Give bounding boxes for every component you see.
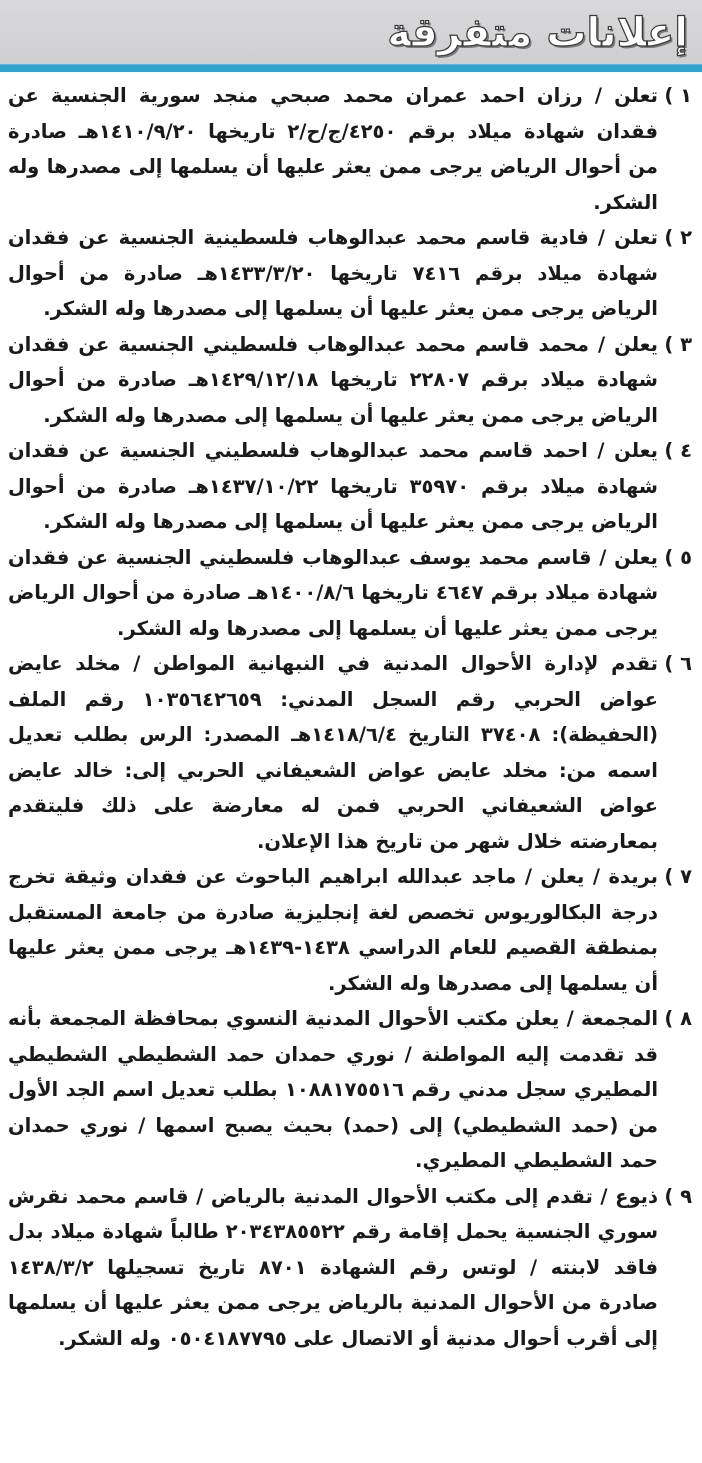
notice-number: ٥ ): [664, 545, 692, 569]
notice-text: يعلن / احمد قاسم محمد عبدالوهاب فلسطيني الجنسية عن فقدان شهادة ميلاد برقم ٣٥٩٧٠ تاريخها ١٤٣٧/١٠/٢٢هـ صادرة من أحوال الرياض يرجى ممن يعثر عليها أن يسلمها إلى مصدرها وله الشكر.: [8, 439, 658, 533]
notice-number: ٦ ): [664, 652, 692, 675]
notice-item: [8, 433, 692, 540]
section-header: [0, 0, 702, 64]
notice-number: ٤ ): [664, 439, 692, 462]
notice-item: [8, 220, 692, 327]
notice-item: [8, 859, 692, 1001]
notice-number: ٧ ): [664, 865, 692, 888]
notice-text: ذيوع / تقدم إلى مكتب الأحوال المدنية بالرياض / قاسم محمد نقرش سوري الجنسية يحمل إقامة رقم ٢٠٣٤٣٨٥٥٢٢ طالباً شهادة ميلاد بدل فاقد لابنته / لوتس رقم الشهادة ٨٧٠١ تاريخ تسجيلها ١٤٣٨/٣/٢ صادرة من الأحوال المدنية بالرياض يرجى ممن يعثر عليها أن يسلمها إلى أقرب أحوال مدنية أو الاتصال على ٠٥٠٤١٨٧٧٩٥ وله الشكر.: [8, 1184, 658, 1350]
notice-number: ٢ ): [664, 226, 692, 249]
notice-number: ٣ ): [664, 332, 692, 356]
notice-number: ١ ): [664, 84, 692, 107]
notice-item: [8, 1179, 692, 1357]
notice-text: تقدم لإدارة الأحوال المدنية في النبهانية المواطن / مخلد عايض عواض الحربي رقم السجل المدني: ١٠٣٥٦٤٢٦٥٩ رقم الملف (الحفيظة): ٣٧٤٠٨ التاريخ ١٤١٨/٦/٤هـ المصدر: الرس بطلب تعديل اسمه من: مخلد عايض عواض الشعيفاني الحربي إلى: خالد عايض عواض الشعيفاني الحربي فمن له معارضة على ذلك فليتقدم بمعارضته خلال شهر من تاريخ هذا الإعلان.: [8, 652, 658, 853]
header-divider: [0, 64, 702, 72]
notices-list: [0, 72, 702, 1356]
notice-item: [8, 1001, 692, 1179]
section-title: إعلانات متفرقة: [387, 10, 688, 56]
notice-text: تعلن / فادية قاسم محمد عبدالوهاب فلسطينية الجنسية عن فقدان شهادة ميلاد برقم ٧٤١٦ تاريخها ١٤٣٣/٣/٢٠هـ صادرة من أحوال الرياض يرجى ممن يعثر عليها أن يسلمها إلى مصدرها وله الشكر.: [8, 226, 658, 320]
notice-text: يعلن / محمد قاسم محمد عبدالوهاب فلسطيني الجنسية عن فقدان شهادة ميلاد برقم ٢٢٨٠٧ تاريخها ١٤٢٩/١٢/١٨هـ صادرة من أحوال الرياض يرجى ممن يعثر عليها أن يسلمها إلى مصدرها وله الشكر.: [8, 332, 658, 427]
notice-text: يعلن / قاسم محمد يوسف عبدالوهاب فلسطيني الجنسية عن فقدان شهادة ميلاد برقم ٤٦٤٧ تاريخها ١٤٠٠/٨/٦هـ صادرة من أحوال الرياض يرجى ممن يعثر عليها أن يسلمها إلى مصدرها وله الشكر.: [8, 545, 658, 640]
notice-text: بريدة / يعلن / ماجد عبدالله ابراهيم الباحوث عن فقدان وثيقة تخرج درجة البكالوريوس تخصص لغة إنجليزية صادرة من جامعة المستقبل بمنطقة القصيم للعام الدراسي ١٤٣٨-١٤٣٩هـ يرجى ممن يعثر عليها أن يسلمها إلى مصدرها وله الشكر.: [8, 865, 658, 995]
notice-text: تعلن / رزان احمد عمران محمد صبحي منجد سورية الجنسية عن فقدان شهادة ميلاد برقم ٤٢٥٠/ج/ح/٢ تاريخها ١٤١٠/٩/٢٠هـ صادرة من أحوال الرياض يرجى ممن يعثر عليها أن يسلمها إلى مصدرها وله الشكر.: [8, 84, 658, 214]
notice-item: [8, 78, 692, 220]
notice-item: [8, 540, 692, 647]
notice-number: ٨ ): [664, 1007, 692, 1030]
notice-item: [8, 646, 692, 859]
notice-number: ٩ ): [664, 1184, 692, 1208]
notice-item: [8, 327, 692, 434]
notice-text: المجمعة / يعلن مكتب الأحوال المدنية النسوي بمحافظة المجمعة بأنه قد تقدمت إليه المواطنة / نوري حمدان حمد الشطيطي الشطيطي المطيري سجل مدني رقم ١٠٨٨١٧٥٥١٦ بطلب تعديل اسم الجد الأول من (حمد الشطيطي) إلى (حمد) بحيث يصبح اسمها / نوري حمدان حمد الشطيطي المطيري.: [8, 1007, 658, 1172]
